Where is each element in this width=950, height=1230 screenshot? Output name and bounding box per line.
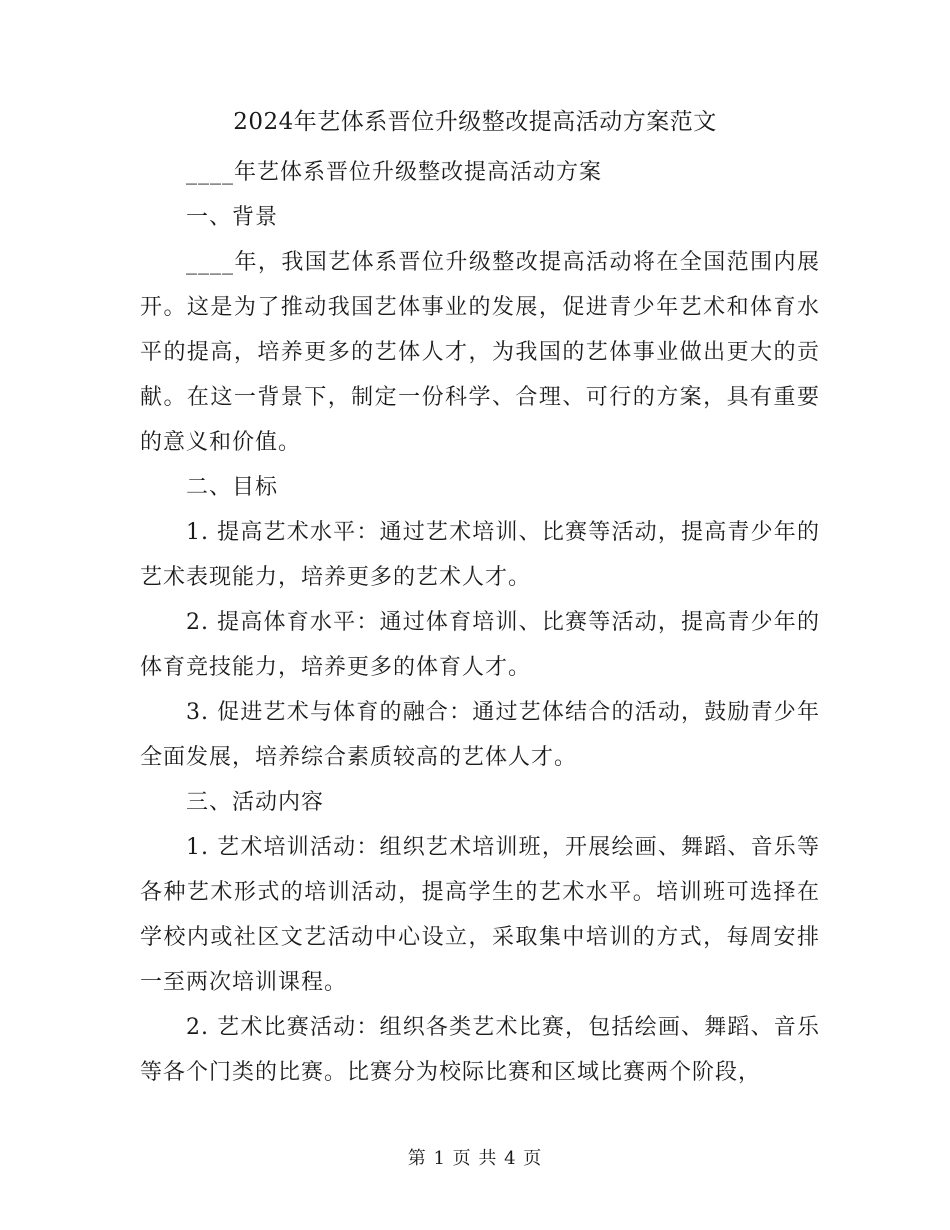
paragraph: ____年，我国艺体系晋位升级整改提高活动将在全国范围内展开。这是为了推动我国艺体事业的发展，促进青少年艺术和体育水平的提高，培养更多的艺体人才，为我国的艺体事业做出更大的贡献。在这一背景下，制定一份科学、合理、可行的方案，具有重要的意义和价值。 — [140, 250, 820, 455]
document-title: 2024年艺体系晋位升级整改提高活动方案范文 — [233, 109, 717, 135]
section-heading-background: 一、背景 — [186, 205, 279, 230]
list-item: 1. 提高艺术水平：通过艺术培训、比赛等活动，提高青少年的艺术表现能力，培养更多的艺术人才。 — [140, 520, 820, 590]
list-item: 2. 提高体育水平：通过体育培训、比赛等活动，提高青少年的体育竞技能力，培养更多的体育人才。 — [140, 610, 820, 680]
document-body — [140, 150, 820, 1095]
list-item: 2. 艺术比赛活动：组织各类艺术比赛，包括绘画、舞蹈、音乐等各个门类的比赛。比赛分为校际比赛和区域比赛两个阶段， — [140, 1015, 820, 1085]
list-item: 1. 艺术培训活动：组织艺术培训班，开展绘画、舞蹈、音乐等各种艺术形式的培训活动，提高学生的艺术水平。培训班可选择在学校内或社区文艺活动中心设立，采取集中培训的方式，每周安排一至两次培训课程。 — [140, 835, 820, 995]
list-item: 3. 促进艺术与体育的融合：通过艺体结合的活动，鼓励青少年全面发展，培养综合素质较高的艺体人才。 — [140, 700, 820, 770]
section-heading-activities: 三、活动内容 — [186, 790, 325, 815]
subtitle: ____年艺体系晋位升级整改提高活动方案 — [186, 160, 603, 185]
section-heading-goals: 二、目标 — [186, 475, 279, 500]
page-number: 第 1 页 共 4 页 — [407, 1148, 543, 1169]
